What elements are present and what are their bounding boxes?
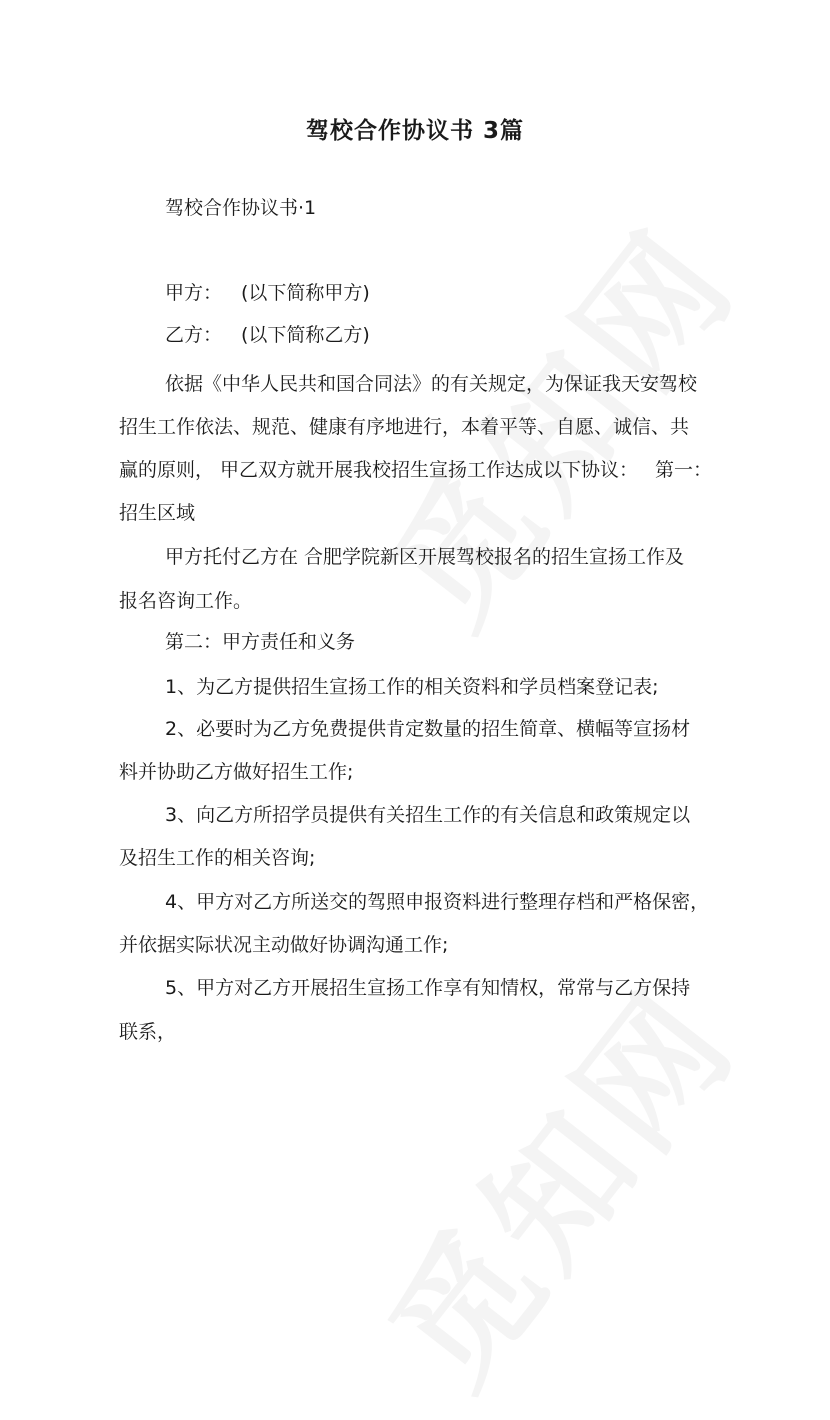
- body-line: 赢的原则， 甲乙双方就开展我校招生宣扬工作达成以下协议：: [119, 459, 639, 481]
- party-a-line: [165, 281, 370, 305]
- watermark-bottom: [337, 941, 772, 1419]
- party-b-note: (以下简称乙方): [241, 324, 370, 346]
- list-item-cont: 及招生工作的相关咨询;: [119, 847, 316, 869]
- section-heading: 第二：甲方责任和义务: [165, 631, 356, 653]
- list-item: 4、甲方对乙方所送交的驾照申报资料进行整理存档和严格保密，: [165, 891, 710, 913]
- body-line: 招生区域: [119, 502, 196, 524]
- body-line: 第一：: [655, 459, 713, 481]
- list-item-cont: 并依据实际状况主动做好协调沟通工作;: [119, 934, 449, 956]
- body-line: 招生工作依法、规范、健康有序地进行，本着平等、自愿、诚信、共: [119, 416, 690, 438]
- list-item: 1、为乙方提供招生宣扬工作的相关资料和学员档案登记表;: [165, 676, 659, 698]
- body-line: 依据《中华人民共和国合同法》的有关规定，为保证我天安驾校: [165, 373, 698, 395]
- list-item: 3、向乙方所招学员提供有关招生工作的有关信息和政策规定以: [165, 804, 691, 826]
- list-item: 5、甲方对乙方开展招生宣扬工作享有知情权，常常与乙方保持: [165, 977, 691, 999]
- page-title: 驾校合作协议书 3篇: [305, 118, 524, 144]
- watermark-text: [362, 960, 768, 1415]
- body-line: 甲方托付乙方在 合肥学院新区开展驾校报名的招生宣扬工作及: [165, 546, 685, 568]
- party-b-line: [165, 323, 370, 347]
- list-item-cont: 联系，: [119, 1021, 177, 1043]
- party-b-label: 乙方：: [165, 324, 223, 346]
- party-a-note: (以下简称甲方): [241, 282, 370, 304]
- body-line: 报名咨询工作。: [119, 590, 253, 612]
- subtitle: 驾校合作协议书·1: [165, 197, 317, 219]
- party-a-label: 甲方：: [165, 282, 223, 304]
- list-item-cont: 料并协助乙方做好招生工作;: [119, 761, 354, 783]
- list-item: 2、必要时为乙方免费提供肯定数量的招生简章、横幅等宣扬材: [165, 718, 691, 740]
